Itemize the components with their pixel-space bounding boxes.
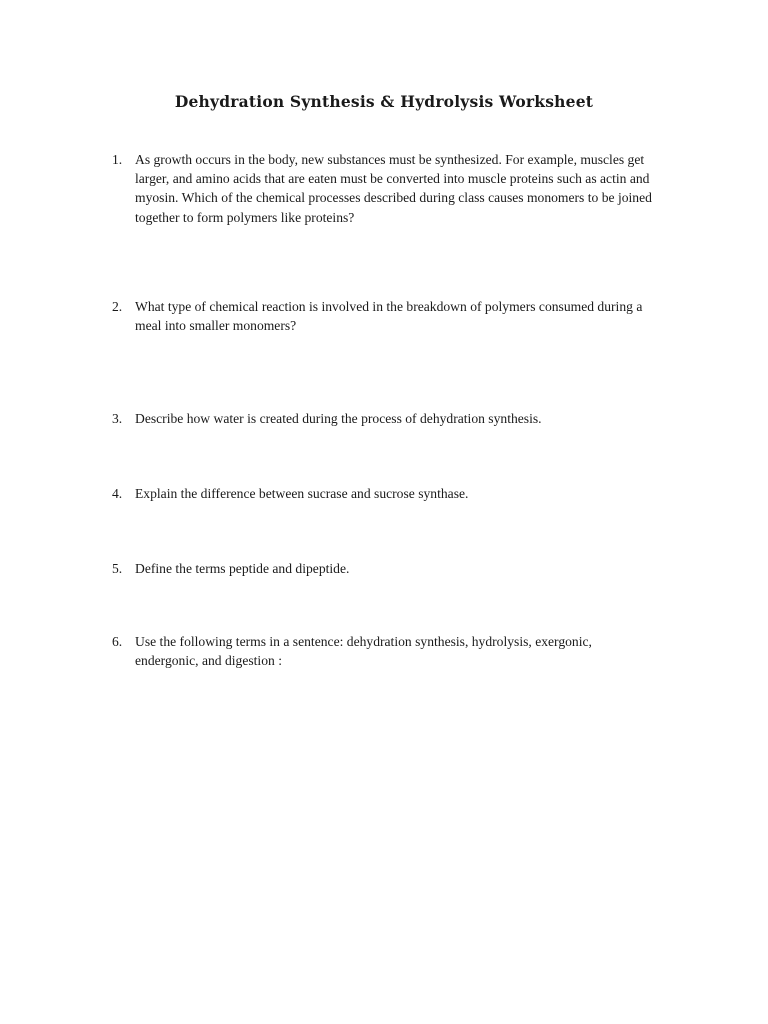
question-number: 5. (112, 561, 123, 576)
question-item (112, 632, 657, 670)
question-item (112, 297, 657, 335)
worksheet-title: Dehydration Synthesis & Hydrolysis Worksheet (174, 92, 594, 111)
question-number: 3. (112, 411, 123, 426)
question-text: As growth occurs in the body, new substances must be synthesized. For example, muscles get larger, and amino acids that are eaten must be converted into muscle proteins such as actin and myosin. Which of the chemical processes described during class causes monomers to be joined together to form polymers like proteins? (135, 152, 652, 225)
question-item (112, 559, 657, 578)
question-number: 2. (112, 299, 123, 314)
question-item (112, 484, 657, 503)
question-number: 4. (112, 486, 123, 501)
question-item (112, 409, 657, 428)
question-text: Describe how water is created during the process of dehydration synthesis. (135, 411, 542, 426)
question-text: What type of chemical reaction is involved in the breakdown of polymers consumed during a meal into smaller monomers? (135, 299, 643, 334)
question-text: Use the following terms in a sentence: dehydration synthesis, hydrolysis, exergonic, endergonic, and digestion : (135, 634, 592, 669)
question-text: Define the terms peptide and dipeptide. (135, 561, 350, 576)
question-text: Explain the difference between sucrase and sucrose synthase. (135, 486, 469, 501)
question-item (112, 150, 657, 227)
question-number: 1. (112, 152, 123, 167)
question-number: 6. (112, 634, 123, 649)
